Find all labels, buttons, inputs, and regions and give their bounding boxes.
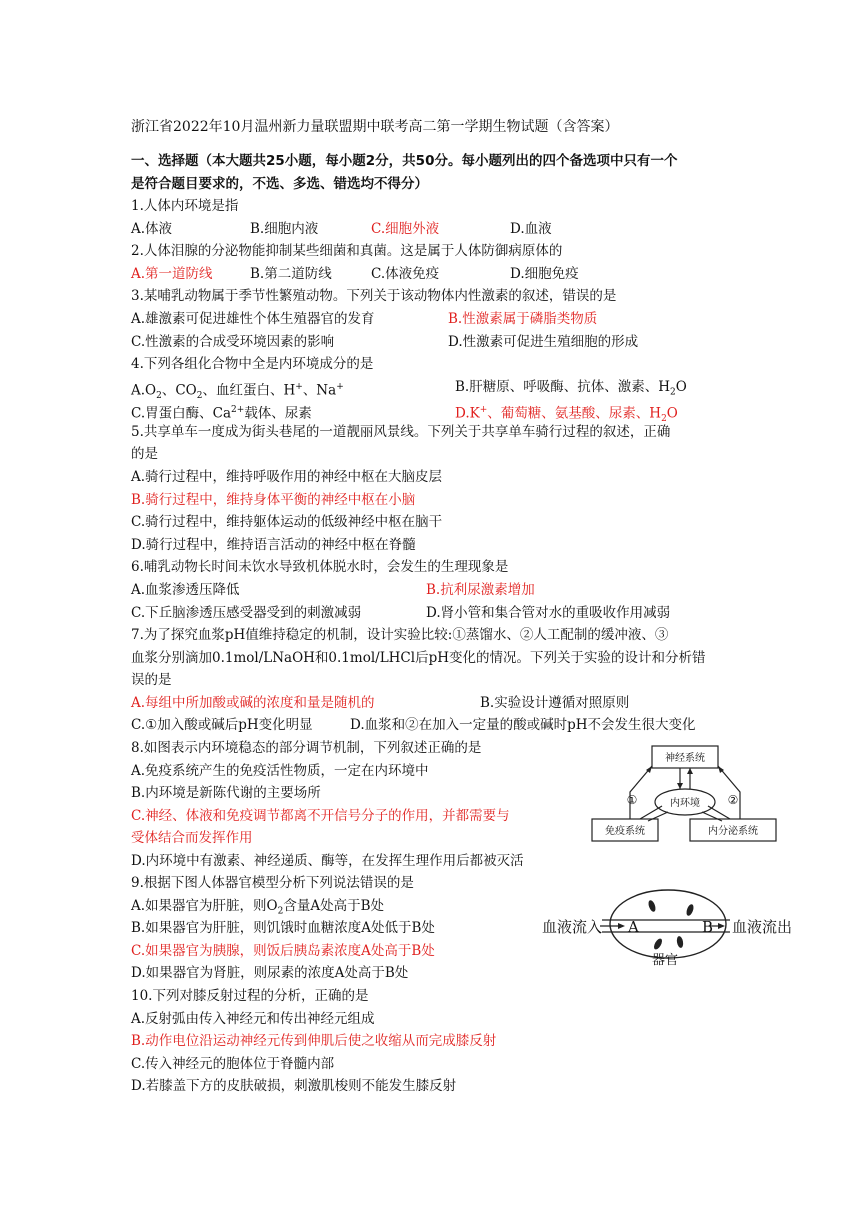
q7-option-b: B.实验设计遵循对照原则 — [480, 695, 630, 711]
q7-option-c: C.①加入酸或碱后pH变化明显 — [131, 717, 313, 733]
q4-option-b: B.肝糖原、呼吸酶、抗体、激素、$H_2O$ — [455, 379, 687, 398]
q5-option-b: B.骑行过程中，维持身体平衡的神经中枢在小脑 — [131, 492, 416, 508]
q5-stem: 5.共享单车一度成为街头巷尾的一道靓丽风景线。下列关于共享单车骑行过程的叙述，正确 — [131, 424, 671, 440]
diagram-label-nervous: 神经系统 — [665, 753, 705, 764]
diagram-mark-2: ② — [727, 793, 739, 807]
diagram-label-blood-in: 血液流入 — [542, 918, 603, 936]
q6-option-d: D.肾小管和集合管对水的重吸收作用减弱 — [426, 605, 671, 621]
q7-option-d: D.血浆和②在加入一定量的酸或碱时pH不会发生很大变化 — [350, 717, 696, 733]
q4-option-c: C.胃蛋白酶、$Ca^{2+}$载体、尿素 — [131, 405, 312, 422]
q4-option-d: D.K+、葡萄糖、氨基酸、尿素、$H_2O$ — [455, 405, 678, 425]
diagram-label-endocrine: 内分泌系统 — [708, 826, 758, 837]
q2-option-a: A.第一道防线 — [131, 266, 213, 282]
q9-option-d: D.如果器官为肾脏，则尿素的浓度A处高于B处 — [131, 965, 409, 981]
q3-option-c: C.性激素的合成受环境因素的影响 — [131, 334, 335, 350]
section-heading-cont: 是符合题目要求的，不选、多选、错选均不得分） — [131, 176, 428, 192]
q8-option-c-cont: 受体结合而发挥作用 — [131, 830, 253, 846]
q8-option-b: B.内环境是新陈代谢的主要场所 — [131, 785, 321, 801]
q6-option-c: C.下丘脑渗透压感受器受到的刺激减弱 — [131, 605, 362, 621]
q7-option-a: A.每组中所加酸或碱的浓度和量是随机的 — [131, 695, 375, 711]
q10-stem: 10.下列对膝反射过程的分析，正确的是 — [131, 988, 369, 1004]
diagram-point-b: B — [702, 918, 714, 936]
q4-option-a: $A.O_2$、$CO_2$、血红蛋白、H+、Na+ — [131, 382, 344, 402]
q5-stem-cont: 的是 — [131, 446, 158, 462]
q10-option-c: C.传入神经元的胞体位于脊髓内部 — [131, 1056, 335, 1072]
q8-stem: 8.如图表示内环境稳态的部分调节机制，下列叙述正确的是 — [131, 740, 482, 756]
diagram-label-immune: 免疫系统 — [605, 826, 645, 837]
q2-option-b: B.第二道防线 — [250, 266, 332, 282]
q6-option-b: B.抗利尿激素增加 — [426, 582, 535, 598]
q3-stem: 3.某哺乳动物属于季节性繁殖动物。下列关于该动物体内性激素的叙述，错误的是 — [131, 288, 617, 304]
q5-option-a: A.骑行过程中，维持呼吸作用的神经中枢在大脑皮层 — [131, 469, 443, 485]
q7-stem: 7.为了探究血浆pH值维持稳定的机制，设计实验比较:①蒸馏水、②人工配制的缓冲液、③ — [131, 627, 669, 643]
q8-option-d: D.内环境中有激素、神经递质、酶等，在发挥生理作用后都被灭活 — [131, 853, 524, 869]
q9-option-c: C.如果器官为胰腺，则饭后胰岛素浓度A处高于B处 — [131, 943, 435, 959]
q6-option-a: A.血浆渗透压降低 — [131, 582, 240, 598]
q1-option-b: B.细胞内液 — [250, 221, 319, 237]
q9-option-a: A.如果器官为肝脏，则$O_2$含量A处高于B处 — [131, 898, 385, 917]
q5-option-d: D.骑行过程中，维持语言活动的神经中枢在脊髓 — [131, 537, 416, 553]
q3-option-b: B.性激素属于磷脂类物质 — [448, 311, 598, 327]
q7-stem-cont: 血浆分别滴加0.1mol/LNaOH和0.1mol/LHCl后pH变化的情况。下列关于实验的设计和分析错 — [131, 650, 706, 666]
q2-option-c: C.体液免疫 — [371, 266, 440, 282]
q2-option-d: D.细胞免疫 — [510, 266, 579, 282]
q6-stem: 6.哺乳动物长时间未饮水导致机体脱水时，会发生的生理现象是 — [131, 559, 509, 575]
q9-option-b: B.如果器官为肝脏，则饥饿时血糖浓度A处低于B处 — [131, 920, 435, 936]
q10-option-d: D.若膝盖下方的皮肤破损，刺激肌梭则不能发生膝反射 — [131, 1078, 457, 1094]
diagram-label-internal: 内环境 — [670, 798, 700, 809]
q10-option-b: B.动作电位沿运动神经元传到伸肌后使之收缩从而完成膝反射 — [131, 1033, 497, 1049]
organ-model-diagram — [540, 888, 800, 968]
q3-option-a: A.雄激素可促进雄性个体生殖器官的发育 — [131, 311, 375, 327]
section-heading: 一、选择题（本大题共25小题，每小题2分，共50分。每小题列出的四个备选项中只有一个 — [131, 153, 678, 169]
q4-stem: 4.下列各组化合物中全是内环境成分的是 — [131, 356, 374, 372]
q1-option-d: D.血液 — [510, 221, 552, 237]
q8-option-a: A.免疫系统产生的免疫活性物质，一定在内环境中 — [131, 763, 429, 779]
diagram-label-blood-out: 血液流出 — [732, 918, 793, 936]
q1-option-a: A.体液 — [131, 221, 173, 237]
q2-stem: 2.人体泪腺的分泌物能抑制某些细菌和真菌。这是属于人体防御病原体的 — [131, 243, 563, 259]
diagram-point-a: A — [628, 918, 639, 936]
q8-option-c: C.神经、体液和免疫调节都离不开信号分子的作用，并都需要与 — [131, 808, 510, 824]
q9-stem: 9.根据下图人体器官模型分析下列说法错误的是 — [131, 875, 414, 891]
q5-option-c: C.骑行过程中，维持躯体运动的低级神经中枢在脑干 — [131, 514, 443, 530]
q10-option-a: A.反射弧由传入神经元和传出神经元组成 — [131, 1011, 375, 1027]
q1-stem: 1.人体内环境是指 — [131, 198, 239, 214]
diagram-mark-1: ① — [626, 793, 638, 807]
q1-option-c: C.细胞外液 — [371, 221, 440, 237]
diagram-label-organ: 器官 — [652, 953, 679, 968]
page-title: 浙江省2022年10月温州新力量联盟期中联考高二第一学期生物试题（含答案） — [131, 119, 619, 135]
q7-stem-end: 误的是 — [131, 672, 172, 688]
q3-option-d: D.性激素可促进生殖细胞的形成 — [448, 334, 639, 350]
homeostasis-diagram — [590, 742, 780, 852]
